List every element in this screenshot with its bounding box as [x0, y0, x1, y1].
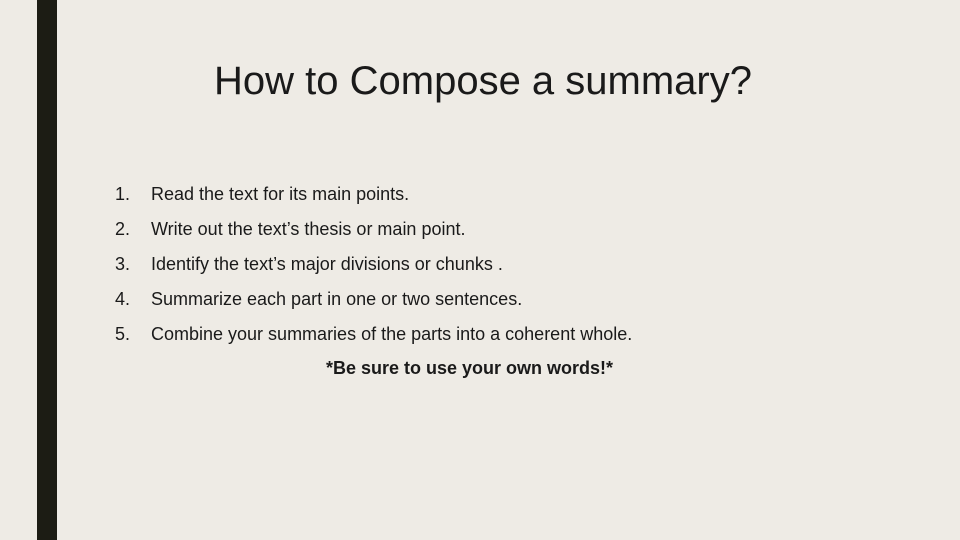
- slide-title: How to Compose a summary?: [214, 59, 752, 103]
- steps-list: [115, 183, 632, 358]
- list-item-number: 5.: [115, 324, 131, 344]
- list-item-text: Combine your summaries of the parts into a coherent whole.: [151, 324, 633, 344]
- own-words-note: *Be sure to use your own words!*: [326, 358, 614, 378]
- list-item-number: 2.: [115, 219, 131, 239]
- list-item-text: Read the text for its main points.: [151, 184, 410, 204]
- list-item: [115, 218, 632, 253]
- list-item: [115, 183, 632, 218]
- list-item: [115, 253, 632, 288]
- list-item: [115, 323, 632, 358]
- list-item-number: 4.: [115, 289, 131, 309]
- list-item-text: Write out the text’s thesis or main point.: [151, 219, 466, 239]
- list-item: [115, 288, 632, 323]
- list-item-number: 1.: [115, 184, 131, 204]
- list-item-number: 3.: [115, 254, 131, 274]
- list-item-text: Summarize each part in one or two sentences.: [151, 289, 523, 309]
- list-item-text: Identify the text’s major divisions or chunks .: [151, 254, 503, 274]
